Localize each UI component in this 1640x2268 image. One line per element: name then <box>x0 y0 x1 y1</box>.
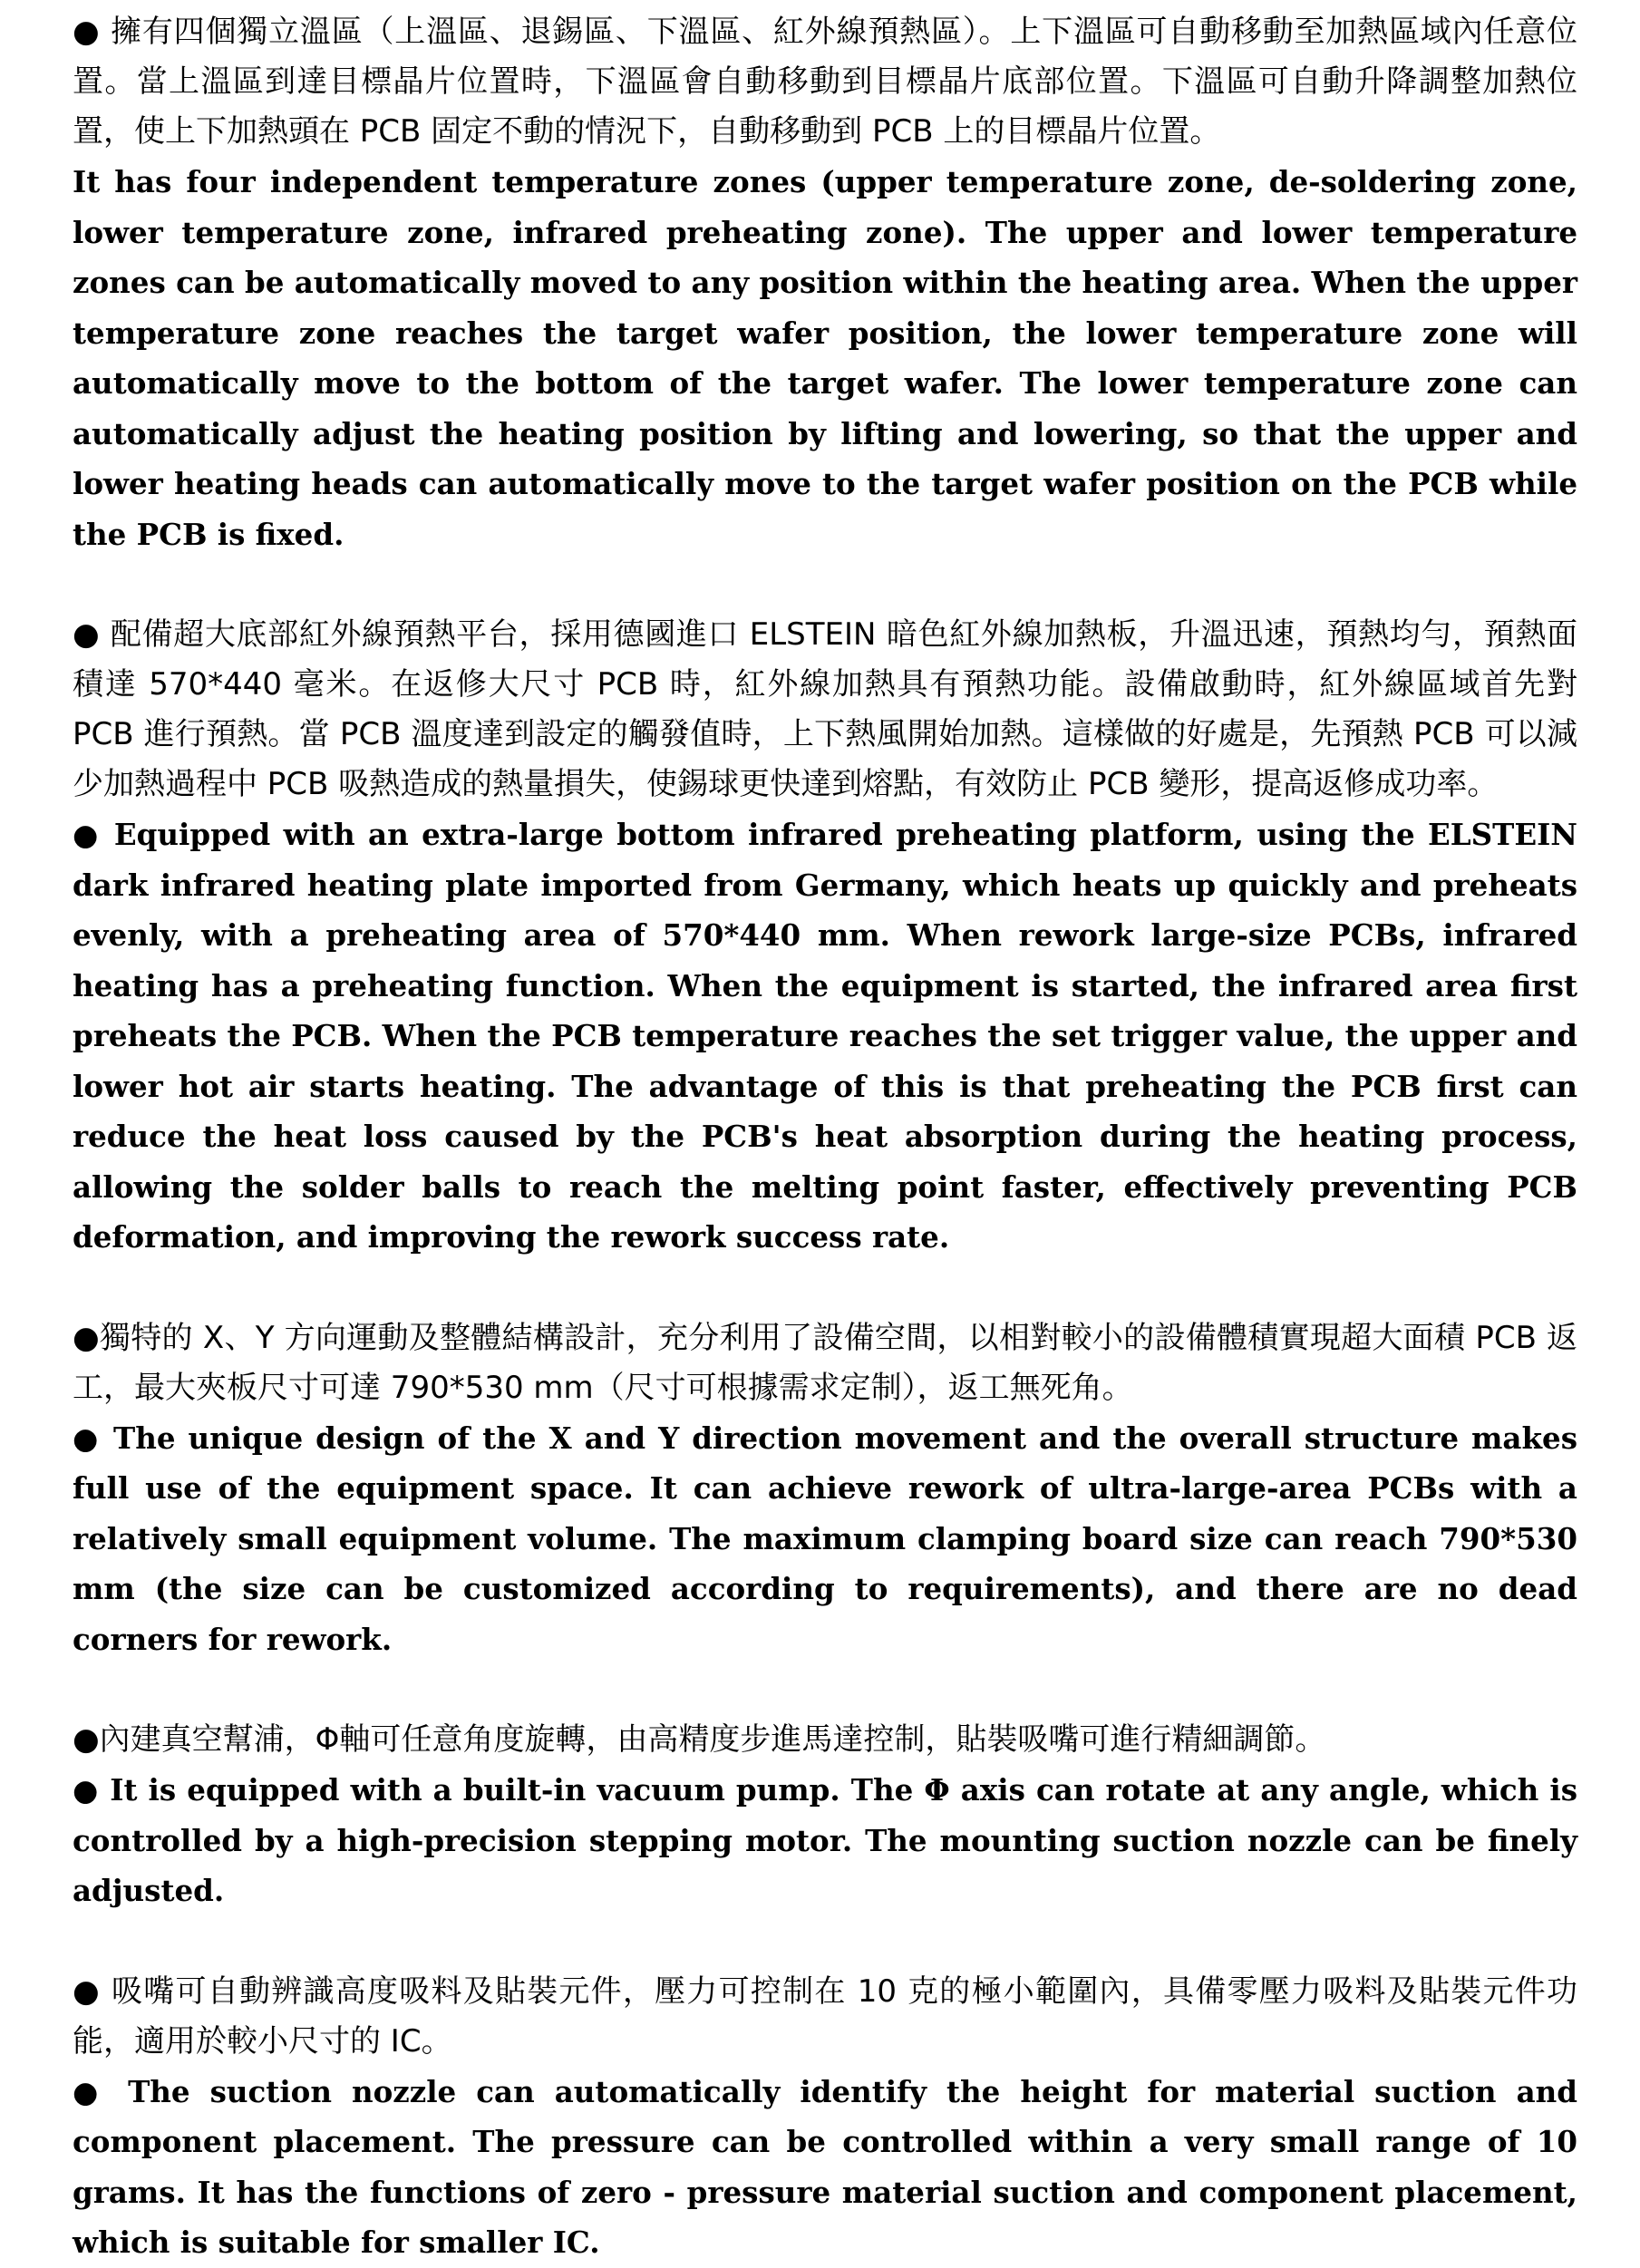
feature-infrared-preheating <box>73 610 1577 1263</box>
paragraph-en: ● It is equipped with a built-in vacuum pump. The Φ axis can rotate at any angle, which is controlled by a high-precision stepping motor. The mounting suction nozzle can be finely adjusted. <box>73 1772 1577 1908</box>
paragraph-en: ● The unique design of the X and Y direction movement and the overall structure makes full use of the equipment space. It can achieve rework of ultra-large-area PCBs with a relatively small equipment volume. The maximum clamping board size can reach 790*530 mm (the size can be customized according to requirements), and there are no dead corners for rework. <box>73 1420 1577 1657</box>
paragraph-en: ● Equipped with an extra-large bottom infrared preheating platform, using the ELSTEIN dark infrared heating plate imported from Germany, which heats up quickly and preheats evenly, with a preheating area of 570*440 mm. When rework large-size PCBs, infrared heating has a preheating function. When the equipment is started, the infrared area first preheats the PCB. When the PCB temperature reaches the set trigger value, the upper and lower hot air starts heating. The advantage of this is that preheating the PCB first can reduce the heat loss caused by the PCB's heat absorption during the heating process, allowing the solder balls to reach the melting point faster, effectively preventing PCB deformation, and improving the rework success rate. <box>73 817 1577 1255</box>
paragraph-zh: ● 吸嘴可自動辨識高度吸料及貼裝元件，壓力可控制在 10 克的極小範圍內，具備零壓力吸料及貼裝元件功能，適用於較小尺寸的 IC。 <box>73 1972 1577 2060</box>
feature-vacuum-pump <box>73 1715 1577 1916</box>
feature-temperature-zones <box>73 7 1577 559</box>
paragraph-zh: ●獨特的 X、Y 方向運動及整體結構設計，充分利用了設備空間，以相對較小的設備體積實現超大面積 PCB 返工，最大夾板尺寸可達 790*530 mm（尺寸可根據需求定制），返工無死角。 <box>73 1319 1577 1406</box>
feature-xy-movement <box>73 1313 1577 1665</box>
paragraph-zh: ● 擁有四個獨立溫區（上溫區、退錫區、下溫區、紅外線預熱區）。上下溫區可自動移動至加熱區域內任意位置。當上溫區到達目標晶片位置時，下溫區會自動移動到目標晶片底部位置。下溫區可自動升降調整加熱位置，使上下加熱頭在 PCB 固定不動的情況下，自動移動到 PCB 上的目標晶片位置。 <box>73 14 1577 150</box>
paragraph-en: ● The suction nozzle can automatically identify the height for material suction and component placement. The pressure can be controlled within a very small range of 10 grams. It has the functions of zero - pressure material suction and component placement, which is suitable for smaller IC. <box>73 2073 1577 2260</box>
paragraph-en: It has four independent temperature zones (upper temperature zone, de-soldering zone, lower temperature zone, infrared preheating zone). The upper and lower temperature zones can be automatically moved to any position within the heating area. When the upper temperature zone reaches the target wafer position, the lower temperature zone will automatically move to the bottom of the target wafer. The lower temperature zone can automatically adjust the heating position by lifting and lowering, so that the upper and lower heating heads can automatically move to the target wafer position on the PCB while the PCB is fixed. <box>73 164 1577 552</box>
paragraph-zh: ● 配備超大底部紅外線預熱平台，採用德國進口 ELSTEIN 暗色紅外線加熱板，升溫迅速，預熱均勻，預熱面積達 570*440 毫米。在返修大尺寸 PCB 時，紅外線加熱具有預熱功能。設備啟動時，紅外線區域首先對 PCB 進行預熱。當 PCB 溫度達到設定的觸發值時，上下熱風開始加熱。這樣做的好處是，先預熱 PCB 可以減少加熱過程中 PCB 吸熱造成的熱量損失，使錫球更快達到熔點，有效防止 PCB 變形，提高返修成功率。 <box>73 616 1577 802</box>
document-page <box>73 7 1577 2268</box>
paragraph-zh: ●內建真空幫浦，Φ軸可任意角度旋轉，由高精度步進馬達控制，貼裝吸嘴可進行精細調節。 <box>73 1721 1326 1758</box>
